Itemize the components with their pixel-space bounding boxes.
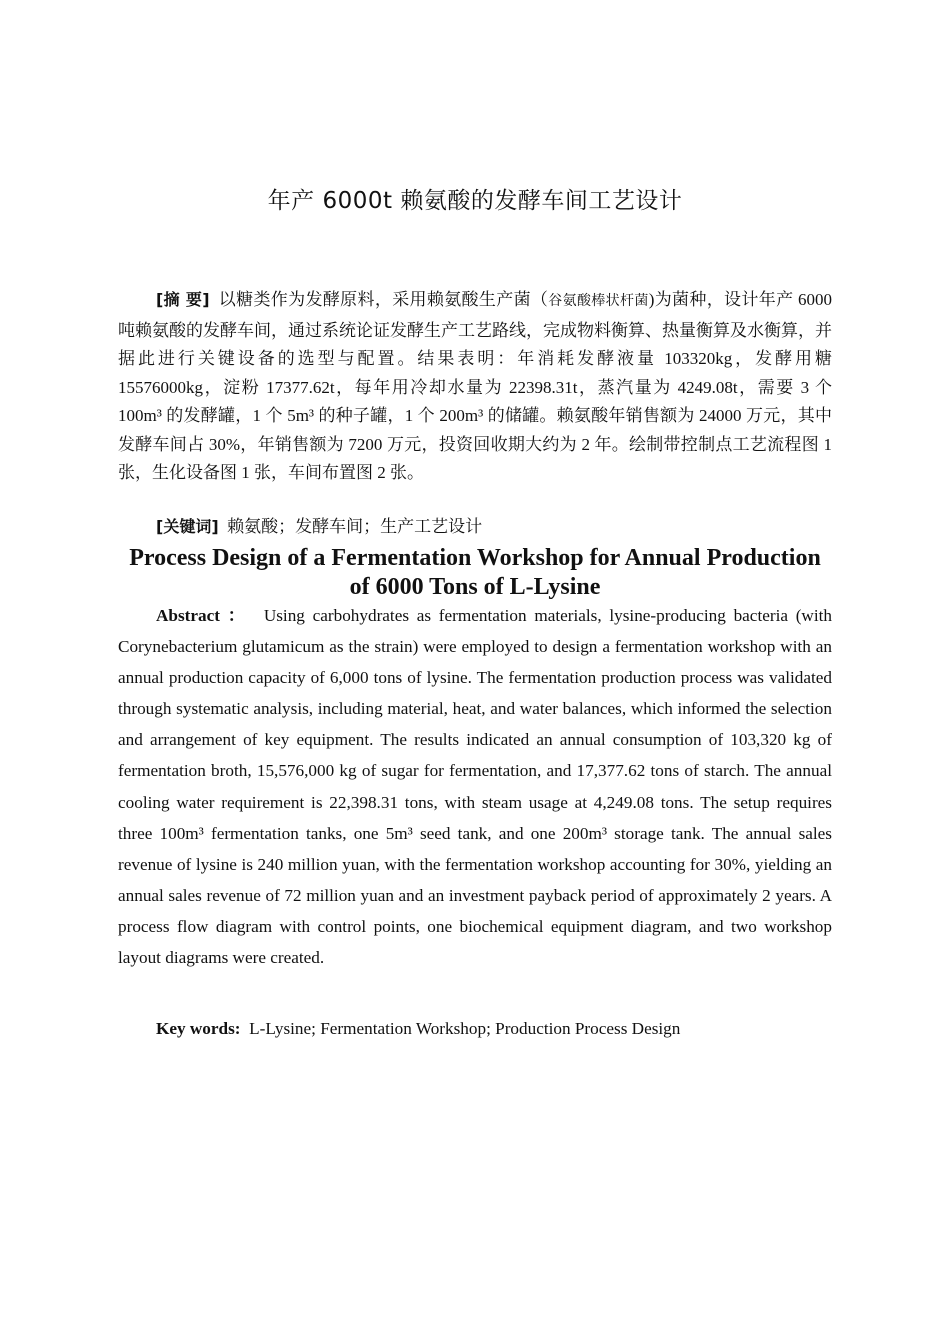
chinese-keywords-label: [关键词] [156, 517, 219, 536]
english-abstract-text: Using carbohydrates as fermentation materials, lysine-producing bacteria (with Corynebacterium glutamicum as the strain) were employed to design a fermentation workshop with an annual production capacity of 6,000 tons of lysine. The fermentation production process was validated through systematic analysis, including material, heat, and water balances, which informed the selection and arrangement of key equipment. The results indicated an annual consumption of 103,320 kg of fermentation broth, 15,576,000 kg of sugar for fermentation, and 17,377.62 tons of starch. The annual cooling water requirement is 22,398.31 tons, with steam usage at 4,249.08 tons. The setup requires three 100m³ fermentation tanks, one 5m³ seed tank, and one 200m³ storage tank. The annual sales revenue of lysine is 240 million yuan, with the fermentation workshop accounting for 30%, yielding an annual sales revenue of 72 million yuan and an investment payback period of approximately 2 years. A process flow diagram with control points, one biochemical equipment diagram, and two workshop layout diagrams were created. [118, 606, 832, 968]
chinese-title: 年产 6000t 赖氨酸的发酵车间工艺设计 [267, 188, 683, 214]
chinese-abstract [118, 286, 832, 488]
chinese-abstract-text-part1: 以糖类作为发酵原料，采用赖氨酸生产菌（ [218, 290, 549, 309]
english-keywords-text: L-Lysine; Fermentation Workshop; Production Process Design [249, 1019, 681, 1038]
chinese-abstract-label: [摘 要] [156, 290, 210, 309]
chinese-keywords [156, 513, 836, 541]
english-keywords-label: Key words: [156, 1019, 241, 1038]
english-title: Process Design of a Fermentation Workshop for Annual Production of 6000 Tons of L-Lysine [129, 545, 821, 600]
english-keywords [156, 1014, 846, 1044]
english-abstract-label: Abstract ： [156, 606, 249, 625]
chinese-abstract-strain: 谷氨酸棒状杆菌 [548, 294, 649, 309]
chinese-abstract-text-part2: )为菌种，设计年产 6000 吨赖氨酸的发酵车间，通过系统论证发酵生产工艺路线，完成物料衡算、热量衡算及水衡算，并据此进行关键设备的选型与配置。结果表明：年消耗发酵液量 103320kg，发酵用糖 15576000kg，淀粉 17377.62t，每年用冷却水量为 22398.31t，蒸汽量为 4249.08t，需要 3 个 100m³ 的发酵罐，1 个 5m³ 的种子罐，1 个 200m³ 的储罐。赖氨酸年销售额为 24000 万元，其中发酵车间占 30%，年销售额为 7200 万元，投资回收期大约为 2 年。绘制带控制点工艺流程图 1 张，生化设备图 1 张，车间布置图 2 张。 [118, 290, 833, 482]
english-abstract [118, 600, 832, 973]
chinese-keywords-text: 赖氨酸；发酵车间；生产工艺设计 [227, 517, 483, 536]
